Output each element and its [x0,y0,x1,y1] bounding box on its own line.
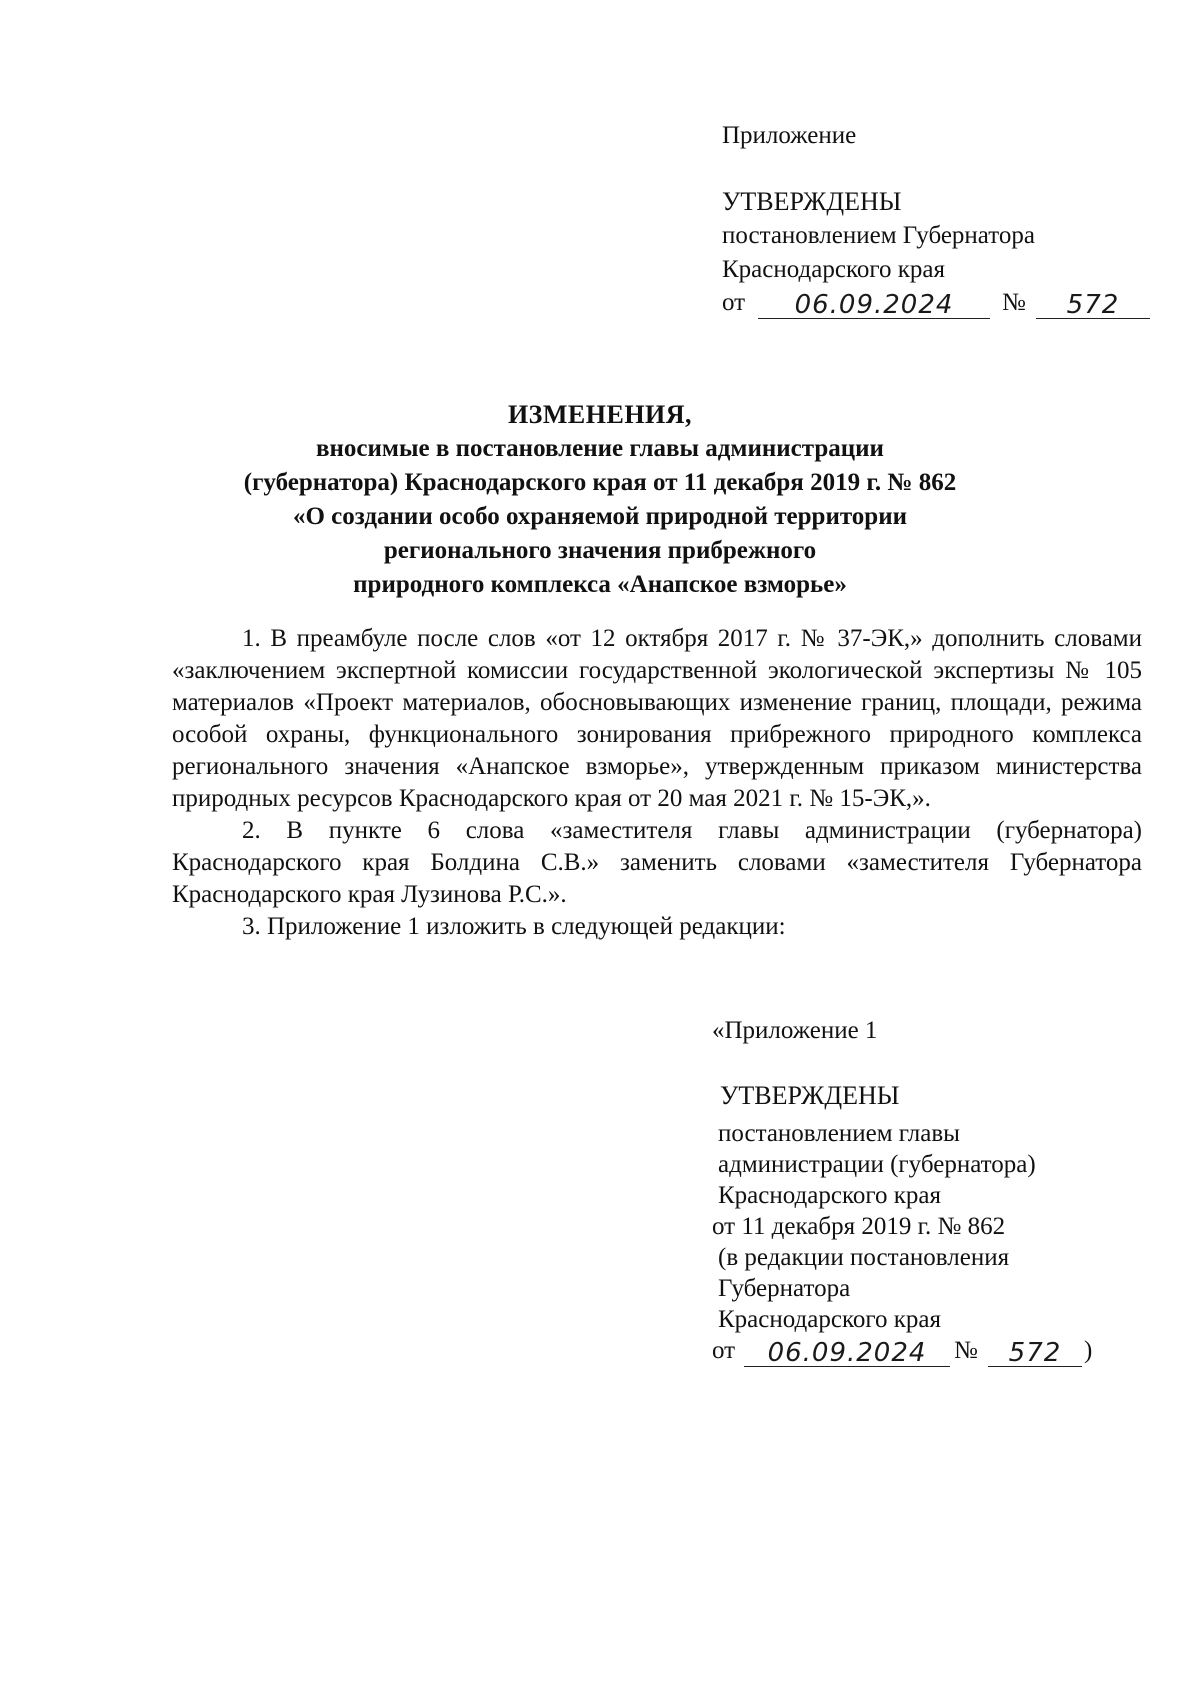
approval-line: Краснодарского края [718,1306,941,1333]
document-heading [150,398,1050,602]
approval-line: постановлением Губернатора [722,222,1035,249]
approval-line: Губернатора [718,1275,851,1302]
date-prefix: от [722,289,746,316]
handwritten-number: 572 [988,1336,1082,1367]
number-prefix: № [1002,289,1026,316]
handwritten-date: 06.09.2024 [758,288,990,319]
appendix-label: Приложение [722,122,857,149]
paragraph: 2. В пункте 6 слова «заместителя главы администрации (губернатора) Краснодарского края Болдина С.В.» заменить словами «заместителя Губернатора Краснодарского края Лузинова Р.С.». [172,817,1142,908]
approval-line: Краснодарского края [718,1182,941,1209]
heading-line: «О создании особо охраняемой природной территории [292,503,908,530]
approval-block-top [722,119,1142,325]
approval-line: администрации (губернатора) [718,1151,1036,1178]
closing-parenthesis: ) [1084,1337,1093,1364]
approval-line: Краснодарского края [722,256,945,283]
heading-line: регионального значения прибрежного [383,537,817,564]
approved-label: УТВЕРЖДЕНЫ [722,187,902,216]
approved-label: УТВЕРЖДЕНЫ [720,1081,900,1110]
heading-title: ИЗМЕНЕНИЯ, [507,400,693,429]
paragraph: 1. В преамбуле после слов «от 12 октября 2017 г. № 37-ЭК,» дополнить словами «заключением экспертной комиссии государственной экологической экспертизы № 105 материалов «Проект материалов, обосновывающих изменение границ, площади, режима особой охраны, функционального зонирования прибрежного природного комплекса регионального значения «Анапское взморье», утвержденным приказом министерства природных ресурсов Краснодарского края от 20 мая 2021 г. № 15-ЭК,». [172,625,1142,812]
handwritten-number: 572 [1036,288,1150,319]
heading-line: природного комплекса «Анапское взморье» [353,571,847,598]
date-number-row [722,287,1142,325]
approval-line: (в редакции постановления [718,1244,1010,1271]
approval-line: постановлением главы [718,1120,960,1147]
appendix-label: «Приложение 1 [712,1017,878,1044]
date-prefix: от [712,1337,736,1364]
heading-line: вносимые в постановление главы администрации [316,435,884,462]
approval-block-bottom [712,1015,1132,1373]
date-number-row [712,1335,1132,1373]
number-prefix: № [954,1337,978,1364]
approval-line: от 11 декабря 2019 г. № 862 [712,1213,1006,1240]
heading-line: (губернатора) Краснодарского края от 11 декабря 2019 г. № 862 [243,469,957,496]
paragraph: 3. Приложение 1 изложить в следующей редакции: [242,913,786,940]
handwritten-date: 06.09.2024 [744,1336,950,1367]
document-body [172,623,1142,943]
